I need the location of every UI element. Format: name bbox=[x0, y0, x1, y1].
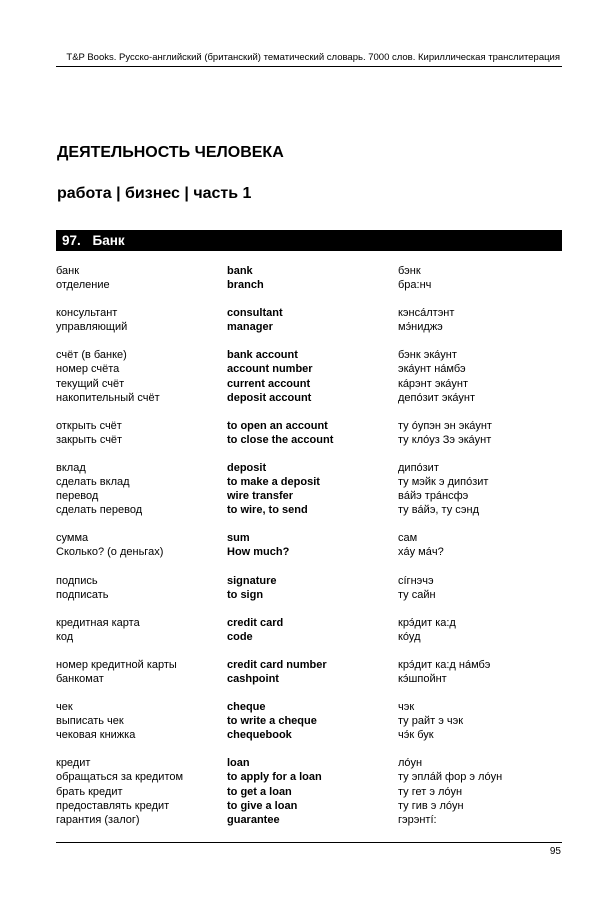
russian-term: консультант bbox=[56, 307, 118, 320]
english-term: to apply for a loan bbox=[227, 771, 322, 784]
transliteration: гэрэнтí: bbox=[398, 813, 437, 826]
english-term: cashpoint bbox=[227, 672, 279, 685]
english-term: bank account bbox=[227, 349, 298, 362]
transliteration: мэ́ниджэ bbox=[398, 321, 443, 334]
russian-term: накопительный счёт bbox=[56, 391, 160, 404]
chapter-banner bbox=[56, 230, 562, 251]
english-term: to close the account bbox=[227, 433, 334, 446]
entry-row bbox=[56, 714, 562, 728]
transliteration: лóун bbox=[398, 757, 423, 770]
transliteration: ту клóуз Зэ экáунт bbox=[398, 433, 492, 446]
english-term: deposit account bbox=[227, 391, 312, 404]
transliteration: вáйэ трáнсфэ bbox=[398, 490, 469, 503]
entry-row bbox=[56, 531, 562, 545]
transliteration: кэнсáлтэнт bbox=[398, 307, 455, 320]
english-term: sum bbox=[227, 532, 250, 545]
entry-row bbox=[56, 348, 562, 362]
russian-term: Сколько? (о деньгах) bbox=[56, 546, 164, 559]
english-term: to make a deposit bbox=[227, 476, 320, 489]
entry-row bbox=[56, 728, 562, 742]
entry-row bbox=[56, 574, 562, 588]
transliteration: депóзит экáунт bbox=[398, 391, 476, 404]
entry-row bbox=[56, 658, 562, 672]
transliteration: ту райт э чэк bbox=[398, 715, 464, 728]
transliteration: сíгнэчэ bbox=[398, 574, 434, 587]
russian-term: вклад bbox=[56, 461, 86, 474]
russian-term: обращаться за кредитом bbox=[56, 771, 184, 784]
russian-term: управляющий bbox=[56, 321, 128, 334]
entry-row bbox=[56, 672, 562, 686]
entry-row bbox=[56, 475, 562, 489]
russian-term: текущий счёт bbox=[56, 377, 125, 390]
transliteration: чэк bbox=[398, 701, 415, 714]
russian-term: брать кредит bbox=[56, 785, 123, 798]
russian-term: сделать перевод bbox=[56, 504, 143, 517]
english-term: How much? bbox=[227, 546, 290, 559]
entry-group bbox=[56, 531, 562, 559]
russian-term: закрыть счёт bbox=[56, 433, 123, 446]
entry-group bbox=[56, 419, 562, 447]
english-term: to write a cheque bbox=[227, 715, 317, 728]
footer-rule bbox=[56, 842, 562, 843]
english-term: chequebook bbox=[227, 729, 292, 742]
english-term: to get a loan bbox=[227, 785, 292, 798]
english-term: current account bbox=[227, 377, 311, 390]
english-term: credit card number bbox=[227, 658, 327, 671]
entry-row bbox=[56, 770, 562, 784]
entry-row bbox=[56, 461, 562, 475]
entry-group bbox=[56, 756, 562, 826]
russian-term: код bbox=[56, 630, 74, 643]
entry-row bbox=[56, 503, 562, 517]
entry-row bbox=[56, 700, 562, 714]
running-header: T&P Books. Русско-английский (британский) тематический словарь. 7000 слов. Кириллическая транслитерация bbox=[66, 52, 560, 63]
russian-term: кредитная карта bbox=[56, 616, 140, 629]
entry-row bbox=[56, 588, 562, 602]
transliteration: кáрэнт экáунт bbox=[398, 377, 468, 390]
russian-term: чек bbox=[56, 701, 73, 714]
transliteration: ту гет э лóун bbox=[398, 785, 463, 798]
russian-term: чековая книжка bbox=[56, 729, 136, 742]
entry-row bbox=[56, 306, 562, 320]
transliteration: крэ́дит ка:д bbox=[398, 616, 456, 629]
transliteration: крэ́дит ка:д нáмбэ bbox=[398, 658, 491, 671]
entry-row bbox=[56, 377, 562, 391]
english-term: cheque bbox=[227, 701, 266, 714]
entry-row bbox=[56, 799, 562, 813]
entry-row bbox=[56, 320, 562, 334]
transliteration: чэ́к бук bbox=[398, 729, 434, 742]
entry-group bbox=[56, 616, 562, 644]
russian-term: номер кредитной карты bbox=[56, 658, 177, 671]
page-number: 95 bbox=[549, 846, 561, 857]
russian-term: гарантия (залог) bbox=[56, 813, 140, 826]
russian-term: банкомат bbox=[56, 672, 104, 685]
entry-group bbox=[56, 574, 562, 602]
english-term: to give a loan bbox=[227, 799, 298, 812]
entry-row bbox=[56, 278, 562, 292]
russian-term: сделать вклад bbox=[56, 476, 130, 489]
transliteration: экáунт нáмбэ bbox=[398, 363, 466, 376]
section-title: ДЕЯТЕЛЬНОСТЬ ЧЕЛОВЕКА bbox=[57, 144, 284, 161]
russian-term: подписать bbox=[56, 588, 109, 601]
entry-row bbox=[56, 813, 562, 827]
russian-term: открыть счёт bbox=[56, 419, 122, 432]
entry-group bbox=[56, 700, 562, 742]
english-term: account number bbox=[227, 363, 313, 376]
transliteration: сам bbox=[398, 532, 418, 545]
entry-group bbox=[56, 461, 562, 517]
entry-row bbox=[56, 545, 562, 559]
english-term: consultant bbox=[227, 307, 283, 320]
russian-term: сумма bbox=[56, 532, 89, 545]
transliteration: бэнк bbox=[398, 265, 421, 277]
entry-row bbox=[56, 489, 562, 503]
english-term: to sign bbox=[227, 588, 264, 601]
chapter-title: Банк bbox=[92, 233, 125, 248]
entry-row bbox=[56, 419, 562, 433]
entry-row bbox=[56, 630, 562, 644]
english-term: manager bbox=[227, 321, 273, 334]
russian-term: номер счёта bbox=[56, 363, 120, 376]
header-rule bbox=[56, 66, 562, 67]
transliteration: дипóзит bbox=[398, 461, 439, 474]
english-term: signature bbox=[227, 574, 277, 587]
transliteration: кэ́шпойнт bbox=[398, 672, 447, 685]
entry-row bbox=[56, 433, 562, 447]
transliteration: ту гив э лóун bbox=[398, 799, 464, 812]
transliteration: ту вáйэ, ту сэнд bbox=[398, 504, 479, 517]
english-term: code bbox=[227, 630, 253, 643]
russian-term: банк bbox=[56, 265, 80, 277]
transliteration: ту óупэн эн экáунт bbox=[398, 419, 492, 432]
entry-row bbox=[56, 616, 562, 630]
english-term: guarantee bbox=[227, 813, 280, 826]
transliteration: ту эплáй фор э лóун bbox=[398, 771, 503, 784]
english-term: credit card bbox=[227, 616, 284, 629]
english-term: to wire, to send bbox=[227, 504, 308, 517]
entry-row bbox=[56, 785, 562, 799]
russian-term: счёт (в банке) bbox=[56, 349, 127, 362]
transliteration: ту сайн bbox=[398, 588, 436, 601]
english-term: wire transfer bbox=[227, 490, 294, 503]
entry-row bbox=[56, 264, 562, 278]
chapter-number: 97. bbox=[62, 233, 81, 248]
transliteration: ту мэйк э дипóзит bbox=[398, 476, 489, 489]
transliteration: бэнк экáунт bbox=[398, 349, 457, 362]
vocabulary-list bbox=[56, 264, 562, 841]
entry-row bbox=[56, 756, 562, 770]
russian-term: отделение bbox=[56, 279, 110, 292]
entry-row bbox=[56, 362, 562, 376]
transliteration: хáу мáч? bbox=[398, 546, 444, 559]
transliteration: бра:нч bbox=[398, 279, 432, 292]
entry-group bbox=[56, 264, 562, 292]
english-term: loan bbox=[227, 757, 250, 770]
russian-term: подпись bbox=[56, 574, 98, 587]
russian-term: предоставлять кредит bbox=[56, 799, 170, 812]
english-term: branch bbox=[227, 279, 264, 292]
russian-term: кредит bbox=[56, 757, 91, 770]
entry-group bbox=[56, 306, 562, 334]
russian-term: перевод bbox=[56, 490, 99, 503]
english-term: to open an account bbox=[227, 419, 328, 432]
english-term: deposit bbox=[227, 461, 267, 474]
english-term: bank bbox=[227, 265, 253, 277]
entry-row bbox=[56, 391, 562, 405]
transliteration: кóуд bbox=[398, 630, 421, 643]
entry-group bbox=[56, 658, 562, 686]
entry-group bbox=[56, 348, 562, 404]
section-subtitle: работа | бизнес | часть 1 bbox=[57, 185, 252, 202]
russian-term: выписать чек bbox=[56, 715, 124, 728]
